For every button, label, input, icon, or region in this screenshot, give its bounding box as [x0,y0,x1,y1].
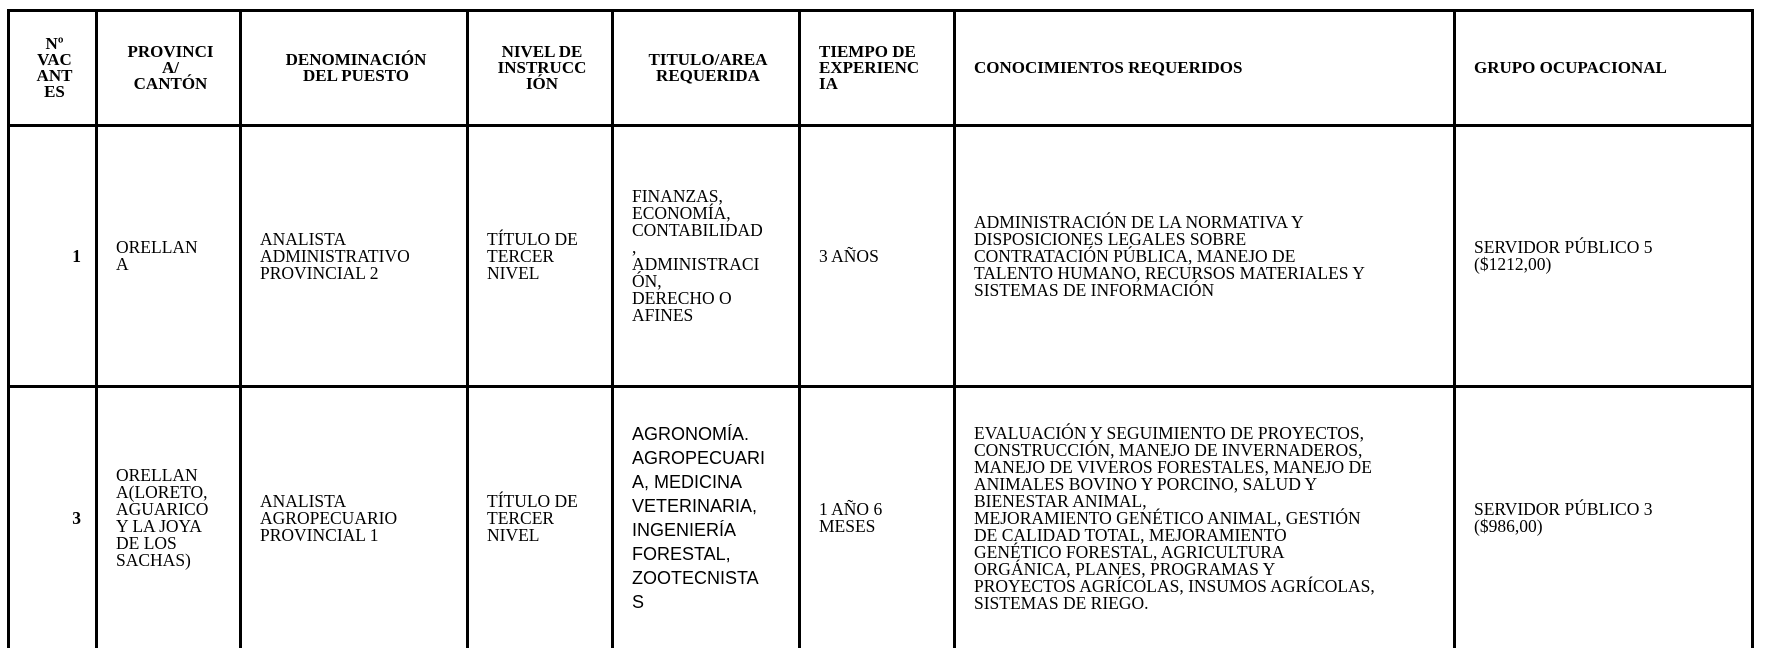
vacancies-table [7,9,1754,648]
header-row [9,11,1753,126]
header-nivel: NIVEL DE INSTRUCC IÓN [468,11,613,126]
cell-tiempo: 3 AÑOS [800,126,955,387]
cell-grupo: SERVIDOR PÚBLICO 3 ($986,00) [1455,387,1753,649]
cell-provincia: ORELLAN A(LORETO, AGUARICO Y LA JOYA DE LOS SACHAS) [97,387,241,649]
cell-denominacion: ANALISTA AGROPECUARIO PROVINCIAL 1 [241,387,468,649]
cell-vacantes: 3 [9,387,97,649]
header-grupo: GRUPO OCUPACIONAL [1455,11,1753,126]
header-titulo: TITULO/AREA REQUERIDA [613,11,800,126]
cell-nivel: TÍTULO DE TERCER NIVEL [468,126,613,387]
cell-titulo: AGRONOMÍA. AGROPECUARI A, MEDICINA VETERINARIA, INGENIERÍA FORESTAL, ZOOTECNISTA S [613,387,800,649]
cell-grupo: SERVIDOR PÚBLICO 5 ($1212,00) [1455,126,1753,387]
cell-conocimientos: EVALUACIÓN Y SEGUIMIENTO DE PROYECTOS, CONSTRUCCIÓN, MANEJO DE INVERNADEROS, MANEJO DE VIVEROS FORESTALES, MANEJO DE ANIMALES BOVINO Y PORCINO, SALUD Y BIENESTAR ANIMAL, MEJORAMIENTO GENÉTICO ANIMAL, GESTIÓN DE CALIDAD TOTAL, MEJORAMIENTO GENÉTICO FORESTAL, AGRICULTURA ORGÁNICA, PLANES, PROGRAMAS Y PROYECTOS AGRÍCOLAS, INSUMOS AGRÍCOLAS, SISTEMAS DE RIEGO. [955,387,1455,649]
header-tiempo: TIEMPO DE EXPERIENC IA [800,11,955,126]
table-row [9,126,1753,387]
cell-conocimientos: ADMINISTRACIÓN DE LA NORMATIVA Y DISPOSICIONES LEGALES SOBRE CONTRATACIÓN PÚBLICA, MANEJO DE TALENTO HUMANO, RECURSOS MATERIALES Y SISTEMAS DE INFORMACIÓN [955,126,1455,387]
header-provincia: PROVINCI A/ CANTÓN [97,11,241,126]
cell-titulo: FINANZAS, ECONOMÍA, CONTABILIDAD , ADMINISTRACI ÓN, DERECHO O AFINES [613,126,800,387]
cell-nivel: TÍTULO DE TERCER NIVEL [468,387,613,649]
header-denominacion: DENOMINACIÓN DEL PUESTO [241,11,468,126]
header-conocimientos: CONOCIMIENTOS REQUERIDOS [955,11,1455,126]
cell-provincia: ORELLAN A [97,126,241,387]
cell-tiempo: 1 AÑO 6 MESES [800,387,955,649]
cell-vacantes: 1 [9,126,97,387]
cell-denominacion: ANALISTA ADMINISTRATIVO PROVINCIAL 2 [241,126,468,387]
table-row [9,387,1753,649]
header-vacantes: Nº VAC ANT ES [9,11,97,126]
